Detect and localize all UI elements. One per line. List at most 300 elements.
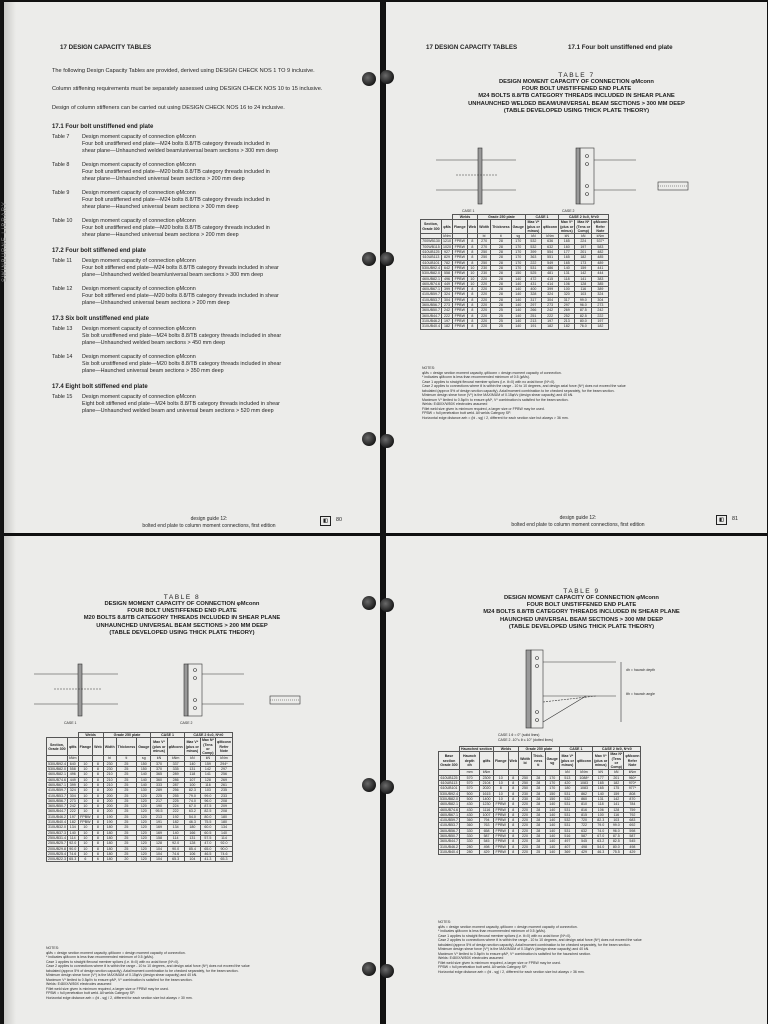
value-cell: 25 — [116, 851, 137, 856]
value-cell: 6 — [78, 857, 93, 862]
column-header: Web — [93, 738, 104, 756]
value-cell: 8 — [93, 798, 104, 803]
value-cell: FPBW — [78, 820, 93, 825]
value-cell: 28 — [491, 276, 512, 281]
table-title-line: UNHAUNCHED WELDED BEAM/UNIVERSAL BEAM SECTIONS > 300 MM DEEP — [468, 100, 685, 107]
value-cell: 197 — [67, 814, 78, 819]
value-cell: 570 — [459, 775, 479, 780]
section-cell: 250UB25.7 — [48, 841, 66, 846]
value-cell: 140 — [184, 761, 200, 766]
value-cell: 8 — [93, 777, 104, 782]
value-cell: 25 — [116, 767, 137, 772]
value-cell: 430 — [459, 802, 479, 807]
unit-cell: sg — [511, 234, 525, 239]
value-cell: FPBW — [493, 818, 508, 823]
section-cell: 610UB125 — [440, 775, 458, 780]
table-number: Table 13 — [52, 326, 73, 332]
value-cell: 191 — [151, 820, 167, 825]
value-cell: 46.5 — [200, 851, 215, 856]
table-title-line: UNHAUNCHED UNIVERSAL BEAM SECTIONS > 200 MM DEEP — [96, 622, 268, 629]
value-cell: 197 — [441, 318, 452, 323]
value-cell: 335 — [167, 767, 184, 772]
value-cell: 87.5 — [609, 834, 624, 839]
unit-cell: ti — [116, 756, 137, 761]
value-cell: 8 — [93, 793, 104, 798]
column-header: Flange — [78, 738, 93, 756]
value-cell: 531 — [559, 812, 575, 817]
value-cell: 570 — [459, 781, 479, 786]
unit-cell: kN — [593, 770, 609, 775]
group-header: CASE 2 θ≠0, N*≠0 — [593, 747, 641, 752]
value-cell: 191 — [525, 324, 541, 329]
value-cell: 54.0 — [593, 844, 609, 849]
value-cell: 222 — [67, 809, 78, 814]
section-cell: 310UB46.2 — [440, 844, 458, 849]
value-cell: 10 — [493, 781, 508, 786]
value-cell: 100 — [593, 812, 609, 817]
value-cell: 140 — [559, 265, 575, 270]
value-cell: 449 — [67, 777, 78, 782]
value-cell: 82.3 — [593, 818, 609, 823]
value-cell: 8 — [467, 255, 478, 260]
section-heading: 17.4 Eight bolt stiffened end plate — [52, 384, 148, 390]
value-cell: 200 — [103, 798, 116, 803]
value-cell: 220 — [519, 828, 532, 833]
value-cell: FPBW — [452, 260, 467, 265]
value-cell: 549 — [542, 260, 559, 265]
value-cell: 10 — [78, 782, 93, 787]
value-cell: 114 — [167, 835, 184, 840]
value-cell: 208 — [215, 809, 232, 814]
value-cell: 158 — [151, 835, 167, 840]
value-cell: 200 — [103, 809, 116, 814]
value-cell: 28 — [532, 802, 546, 807]
value-cell: 399 — [542, 287, 559, 292]
table-row — [421, 255, 609, 260]
value-cell: 8 — [93, 814, 104, 819]
column-header: φMs — [67, 738, 78, 756]
case-label: CASE 1 θ = 0° (solid lines) — [498, 733, 540, 737]
value-cell: 131 — [184, 767, 200, 772]
value-cell: 692 — [624, 823, 641, 828]
table-number: Table 8 — [52, 162, 70, 168]
value-cell: 444 — [592, 271, 609, 276]
value-cell: 513 — [559, 775, 575, 780]
value-cell: 294* — [215, 761, 232, 766]
value-cell: 10 — [78, 809, 93, 814]
table-row — [47, 857, 233, 862]
value-cell: 286 — [167, 777, 184, 782]
value-cell: 273 — [592, 303, 609, 308]
value-cell: 165 — [559, 260, 575, 265]
page-footer — [478, 515, 678, 528]
value-cell: 220 — [519, 812, 532, 817]
value-cell: 1083 — [575, 781, 592, 786]
value-cell: 140 — [67, 830, 78, 835]
value-cell: 297 — [525, 303, 541, 308]
value-cell: 8 — [93, 835, 104, 840]
table-row — [421, 303, 609, 308]
value-cell: 242 — [67, 804, 78, 809]
table-row — [421, 276, 609, 281]
value-cell: 25 — [491, 318, 512, 323]
value-cell: 120 — [137, 846, 151, 851]
table-title-line: DESIGN MOMENT CAPACITY OF CONNECTION φMconn — [504, 595, 659, 601]
value-cell: 165 — [559, 239, 575, 244]
value-cell: 20 — [116, 857, 137, 862]
value-cell: 8 — [93, 788, 104, 793]
section-cell: 700WB130 — [422, 239, 440, 244]
value-cell: 170 — [511, 250, 525, 255]
table-notes — [438, 920, 642, 974]
value-cell: 220 — [478, 324, 491, 329]
value-cell: 25 — [116, 772, 137, 777]
value-cell: 496 — [441, 276, 452, 281]
value-cell: 159 — [609, 791, 624, 796]
unit-cell: bi — [478, 234, 491, 239]
group-header: Grade 250 plate — [478, 215, 526, 220]
table-row — [421, 292, 609, 297]
page-table-9 — [386, 536, 767, 1024]
unit-cell: kNm — [69, 756, 77, 761]
value-cell: 441 — [592, 265, 609, 270]
section-cell: 360UB44.7 — [440, 839, 458, 844]
table-description: Design moment capacity of connection φMconn Four bolt unstiffened end plate—M24 bolts 8.8/TB category threads included in shear plane—Haunched universal beam sections > 300 mm deep — [82, 190, 270, 210]
note-line: tabulated (approx 5% of design section capacity). Axial/moment combination to be checked separately, for the beam section. — [46, 968, 239, 973]
column-header: Max V* (plus or minus) — [593, 752, 609, 770]
unit-cell: kN — [151, 756, 167, 761]
value-cell: 28 — [491, 265, 512, 270]
table-row — [439, 849, 641, 854]
value-cell: 46.3 — [593, 849, 609, 854]
value-cell: 324 — [67, 788, 78, 793]
value-cell: 10 — [78, 761, 93, 766]
value-cell: 165 — [559, 255, 575, 260]
value-cell: FPBW — [452, 276, 467, 281]
value-cell: 201 — [575, 250, 592, 255]
value-cell: 128 — [200, 777, 215, 782]
value-cell: 25 — [116, 814, 137, 819]
value-cell: 140 — [511, 313, 525, 318]
table-row — [421, 244, 609, 249]
table-description: Design moment capacity of connection φMconn Four bolt unstiffened end plate—M20 bolts 8.8/TB category threads included in shear plane—Haunched universal beam sections > 200 mm deep — [82, 218, 270, 238]
value-cell: 28 — [491, 255, 512, 260]
value-cell: FPBW — [493, 849, 508, 854]
column-header: Width — [103, 738, 116, 756]
value-cell: 104 — [151, 857, 167, 862]
value-cell: 531 — [525, 265, 541, 270]
section-cell: 310UB40.4 — [422, 324, 440, 329]
section-cell: 360UB56.7 — [48, 798, 66, 803]
column-header: Gauge sg — [545, 752, 559, 770]
page-header-left: 17 DESIGN CAPACITY TABLES — [426, 44, 518, 51]
section-cell: 610UB125 — [422, 250, 440, 255]
note-line: FPBW = full penetration butt weld. All welds Category SP. — [438, 965, 527, 969]
value-cell: 140 — [545, 818, 559, 823]
value-cell: 222 — [542, 313, 559, 318]
value-cell: 80.0 — [609, 844, 624, 849]
value-cell: 220 — [478, 318, 491, 323]
value-cell: 128 — [151, 841, 167, 846]
table-row — [421, 265, 609, 270]
value-cell: 792 — [624, 812, 641, 817]
value-cell: 182 — [167, 820, 184, 825]
value-cell: 8 — [93, 846, 104, 851]
unit-cell: kNm — [624, 770, 641, 775]
value-cell: 25 — [532, 849, 546, 854]
value-cell: 28 — [491, 271, 512, 276]
column-header: Thick- ness ti — [532, 752, 546, 770]
table-index-item — [52, 162, 352, 190]
column-header: Max N* (Tens or Comp) — [201, 738, 214, 756]
value-cell: 190 — [103, 820, 116, 825]
value-cell: 67.0 — [593, 834, 609, 839]
value-cell: 8 — [467, 324, 478, 329]
value-cell: 554 — [542, 250, 559, 255]
value-cell: 209 — [215, 804, 232, 809]
note-line: Fillet weld size given is minimum required, a larger size or FPBW may be used. — [438, 960, 561, 965]
value-cell: 810 — [575, 802, 592, 807]
value-cell: 74.0 — [184, 798, 200, 803]
value-cell: 25 — [116, 798, 137, 803]
value-cell: 10 — [467, 265, 478, 270]
value-cell: 8 — [467, 308, 478, 313]
table-row — [421, 324, 609, 329]
value-cell: 128 — [184, 841, 200, 846]
value-cell: 120 — [137, 793, 151, 798]
value-cell: 96.0 — [575, 303, 592, 308]
value-cell: 120 — [137, 814, 151, 819]
value-cell: 250 — [519, 781, 532, 786]
value-cell: 8 — [93, 782, 104, 787]
note-line: Minimum design shear force (V*) is the MAXIMUM of 0.15φVv (design shear capacity) and 40 kN. — [438, 947, 590, 951]
value-cell: 531 — [559, 807, 575, 812]
value-cell: FPBW — [493, 823, 508, 828]
value-cell: 57.5 — [200, 835, 215, 840]
value-cell: FPBW — [452, 308, 467, 313]
value-cell: 130 — [137, 788, 151, 793]
value-cell: 270 — [478, 239, 491, 244]
value-cell: 222 — [525, 260, 541, 265]
value-cell: 498 — [624, 844, 641, 849]
value-cell: 96.0 — [609, 828, 624, 833]
value-cell: 370 — [151, 767, 167, 772]
value-cell: 431 — [525, 281, 541, 286]
section-cell: 460UB82.1 — [422, 276, 440, 281]
value-cell: 250 — [519, 775, 532, 780]
table-title-line: (TABLE DEVELOPED USING THICK PLATE THEORY) — [508, 623, 655, 630]
table-description: Design moment capacity of connection φMconn Four bolt unstiffened end plate—M24 bolts 8.8/TB category threads included in shear plane—Unhaunched welded beam/universal beam sections > 300 mm deep — [82, 134, 279, 154]
value-cell: 220 — [478, 297, 491, 302]
value-cell: 10 — [78, 788, 93, 793]
value-cell: 170 — [545, 786, 559, 791]
value-cell: 8 — [508, 849, 519, 854]
column-header-row — [47, 738, 233, 756]
table-description: Design moment capacity of connection φMconn Eight bolt stiffened end plate—M24 bolts 8.8/TB category threads included in shear plane—Unhaunched welded beam and universal beam sections > 520 mm deep — [82, 394, 280, 414]
value-cell: 273 — [542, 303, 559, 308]
value-cell: 28 — [532, 781, 546, 786]
value-cell: 280 — [459, 849, 479, 854]
value-cell: 304 — [67, 793, 78, 798]
unit-cell: kNm — [575, 770, 592, 775]
group-header: CASE 1 — [151, 733, 184, 738]
value-cell: 570 — [459, 786, 479, 791]
value-cell: 545 — [624, 839, 641, 844]
table-title-line: DESIGN MOMENT CAPACITY OF CONNECTION φMconn — [104, 601, 260, 607]
value-cell: 407 — [559, 844, 575, 849]
value-cell: 140 — [511, 292, 525, 297]
value-cell: 134 — [167, 825, 184, 830]
value-cell: 1210 — [442, 239, 451, 244]
column-header: Max V* (plus or minus) — [184, 738, 200, 756]
value-cell: FPBW — [452, 250, 467, 255]
value-cell: 28 — [532, 823, 546, 828]
value-cell: 28 — [491, 260, 512, 265]
footer-text: design guide 12: bolted end plate to column moment connections, first edition — [142, 516, 276, 529]
value-cell: 120 — [137, 820, 151, 825]
value-cell: 120 — [137, 809, 151, 814]
value-cell: FPBW — [452, 255, 467, 260]
value-cell: 173 — [575, 260, 592, 265]
value-cell: 80.0 — [575, 318, 592, 323]
column-header: Gauge — [511, 220, 525, 234]
note-line: Maximum V* limited to 0.5φVv to ensure φM*, V* combination is satisfied for the beam section. — [422, 397, 569, 402]
value-cell: 140 — [137, 782, 151, 787]
column-header: φMconn Refer Note — [215, 738, 232, 756]
value-cell: 230 — [478, 271, 491, 276]
value-cell: 200 — [103, 793, 116, 798]
value-cell: 180 — [103, 841, 116, 846]
value-cell: 140 — [511, 308, 525, 313]
value-cell: 537* — [592, 239, 609, 244]
table-number: Table 10 — [52, 218, 73, 224]
value-cell: 180 — [103, 851, 116, 856]
table-index-item — [52, 326, 352, 354]
value-cell: 220 — [519, 802, 532, 807]
value-cell: 1230 — [480, 802, 494, 807]
value-cell: 150 — [545, 796, 559, 801]
value-cell: 10 — [78, 793, 93, 798]
table-index-item — [52, 190, 352, 218]
value-cell: 100 — [559, 287, 575, 292]
binder-hole — [380, 434, 394, 448]
value-cell: 118 — [184, 772, 200, 777]
value-cell: 28 — [491, 250, 512, 255]
value-cell: 74.6 — [215, 851, 232, 856]
note-line: Fillet weld size given is minimum required, a larger size or FPBW may be used. — [422, 406, 545, 411]
table-title-block — [386, 72, 767, 115]
group-header-row — [439, 747, 641, 752]
table-index-item — [52, 258, 352, 286]
value-cell: 532 — [559, 818, 575, 823]
section-cell: 460UB67.1 — [440, 812, 458, 817]
value-cell: 120 — [137, 830, 151, 835]
value-cell: 142 — [200, 767, 215, 772]
page-80 — [4, 2, 380, 533]
value-cell: FPBW — [493, 812, 508, 817]
value-cell: 429 — [624, 849, 641, 854]
case-label: CASE 2 — [180, 721, 193, 725]
value-cell: 28 — [532, 844, 546, 849]
value-cell: 531 — [559, 823, 575, 828]
value-cell: 182 — [609, 781, 624, 786]
table-label: TABLE 7 — [558, 72, 595, 79]
value-cell: 131 — [559, 271, 575, 276]
value-cell: 8 — [508, 802, 519, 807]
column-header: Max N* (Tens or Comp) — [610, 752, 623, 770]
value-cell: 658 — [480, 828, 494, 833]
table-row — [421, 260, 609, 265]
value-cell: 273 — [441, 303, 452, 308]
value-cell: 65.3 — [215, 857, 232, 862]
value-cell: 8 — [467, 250, 478, 255]
value-cell: 190 — [151, 804, 167, 809]
value-cell: 8 — [93, 804, 104, 809]
value-cell: 273 — [67, 798, 78, 803]
section-cell: 460UB74.6 — [422, 281, 440, 286]
value-cell: 8 — [93, 767, 104, 772]
value-cell: 531 — [559, 828, 575, 833]
value-cell: FPBW — [493, 802, 508, 807]
footer-text: design guide 12: bolted end plate to column moment connections, first edition — [511, 515, 645, 528]
table-label: TABLE 9 — [563, 588, 600, 595]
library-stamp: SWINBURNE LIBRARY — [2, 201, 8, 282]
table-description: Design moment capacity of connection φMconn Four bolt stiffened end plate—M20 bolts 8.8/TB category threads included in shear plane—Unhaunched universal beam sections > 200 mm deep — [82, 286, 279, 306]
value-cell: 116 — [200, 782, 215, 787]
value-cell: 65.3 — [69, 857, 77, 862]
value-cell: 10 — [78, 767, 93, 772]
value-cell: 632 — [575, 828, 592, 833]
column-header: φMs — [480, 752, 494, 770]
value-cell: 400 — [525, 287, 541, 292]
section-cell: 250UB31.4 — [48, 835, 66, 840]
binder-hole — [362, 962, 376, 976]
value-cell: 551 — [542, 255, 559, 260]
note-line: Case 2 applies to connections where θ is within the range - 10 to 10 degrees, and design axial force (N*) does not exceed the value — [46, 964, 250, 968]
value-cell: 140 — [137, 777, 151, 782]
page-header-right: 17.1 Four bolt unstiffened end plate — [568, 44, 673, 51]
value-cell: 25 — [116, 804, 137, 809]
value-cell: 28 — [532, 839, 546, 844]
value-cell: 150 — [545, 791, 559, 796]
value-cell: 82.5 — [575, 313, 592, 318]
table-index-item — [52, 286, 352, 314]
value-cell: 500 — [459, 791, 479, 796]
value-cell: 180 — [103, 857, 116, 862]
value-cell: 92.0 — [69, 841, 77, 846]
value-cell: 103 — [609, 818, 624, 823]
value-cell: 328 — [525, 292, 541, 297]
value-cell: 960* — [624, 775, 641, 780]
value-cell: FPBW — [493, 828, 508, 833]
value-cell: 429 — [575, 849, 592, 854]
section-heading: 17.1 Four bolt unstiffened end plate — [52, 124, 154, 130]
value-cell: 28 — [532, 812, 546, 817]
value-cell: 598 — [624, 828, 641, 833]
section-cell: 530UB92.4 — [440, 791, 458, 796]
value-cell: 28 — [491, 281, 512, 286]
value-cell: 289 — [167, 772, 184, 777]
section-cell: 200UB25.4 — [48, 851, 66, 856]
value-cell: 516 — [559, 834, 575, 839]
value-cell: 532 — [525, 244, 541, 249]
unit-cell: sg — [137, 756, 151, 761]
value-cell: 82.5 — [609, 839, 624, 844]
value-cell: FPBW — [452, 265, 467, 270]
table-number: Table 14 — [52, 354, 73, 360]
value-cell: 220 — [519, 844, 532, 849]
value-cell: 360 — [459, 818, 479, 823]
